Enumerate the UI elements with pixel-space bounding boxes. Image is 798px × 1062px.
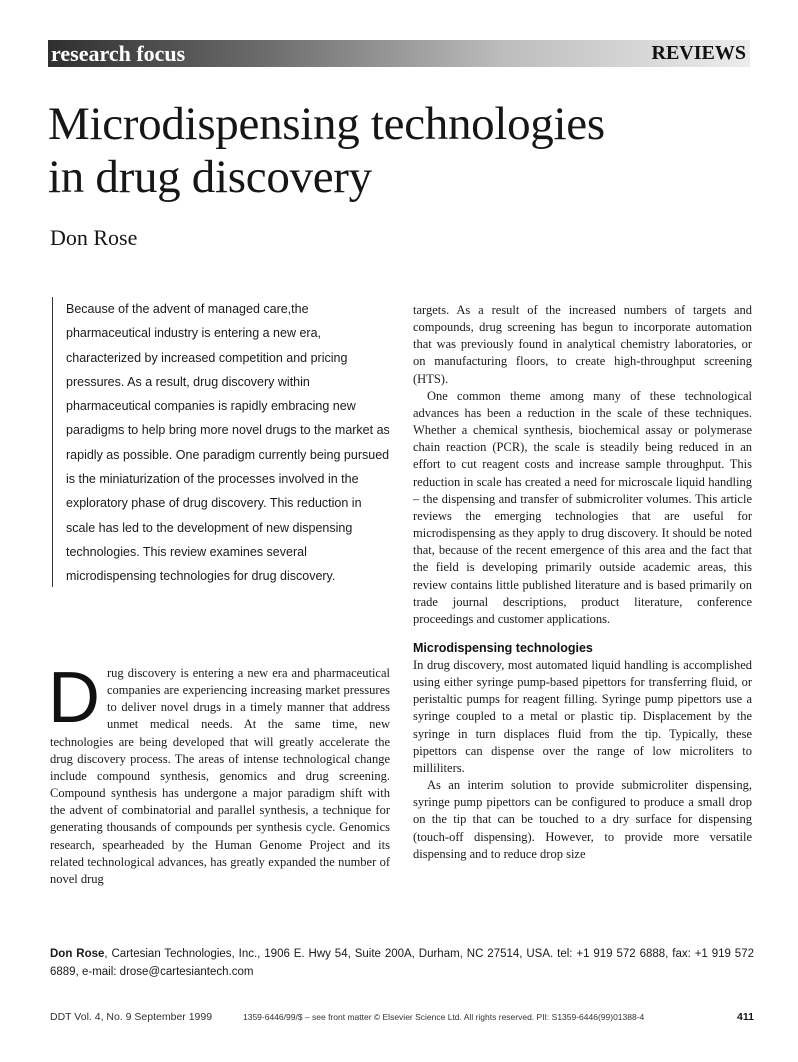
- affiliation-name: Don Rose: [50, 948, 105, 960]
- drop-cap: D: [48, 658, 100, 738]
- article-title-line1: Microdispensing technologies: [48, 98, 605, 150]
- body-paragraph: One common theme among many of these technological advances has been a reduction in the scale of these techniques. Whether a chemical synthesis, biochemical assay or polymerase chain reaction (PCR), the scale is steadily being reduced in an effort to cut reagent costs and increase sample throughput. This reduction in scale has created a need for microscale liquid handling – the dispensing and transfer of submicroliter volumes. This article reviews the emerging technologies that are useful for microdispensing as they apply to drug discovery. It should be noted that, because of the recent emergence of this area and the fact that the field is developing primarily outside academic areas, this review contains little published literature and is based primarily on trade journal descriptions, product literature, conference proceedings and customer applications.: [413, 388, 752, 626]
- article-title-line2: in drug discovery: [48, 151, 372, 203]
- section-banner: [48, 40, 750, 67]
- affiliation-details: , Cartesian Technologies, Inc., 1906 E. Hwy 54, Suite 200A, Durham, NC 27514, USA. tel: +1 919 572 6888, fax: +1 919 572 6889, e-mail: drose@cartesiantech.com: [50, 948, 754, 978]
- body-paragraph: In drug discovery, most automated liquid handling is accomplished using either syringe pump-based pipettors for transferring fluid, or peristaltic pumps for reagent filling. Syringe pump pipettors use a syringe coupled to a metal or plastic tip. Displacement by the syringe in turn displaces fluid from the tip. Typically, these pipettors can dispense over the range of low microliters to milliliters.: [413, 657, 752, 775]
- body-column-left: [48, 658, 390, 888]
- author-name: Don Rose: [50, 225, 138, 250]
- section-label: research focus: [51, 41, 186, 66]
- article-title: [48, 98, 768, 204]
- page-footer: [50, 1011, 754, 1027]
- article-type-label: REVIEWS: [651, 42, 746, 64]
- body-paragraph: As an interim solution to provide submicroliter dispensing, syringe pump pipettors can be configured to produce a small drop on the tip that can be touched to a dry surface for dispensing (touch-off dispensing). However, to provide more versatile dispensing and to reduce drop size: [413, 778, 752, 861]
- author-affiliation: [50, 945, 754, 981]
- abstract-text: Because of the advent of managed care,the pharmaceutical industry is entering a new era, characterized by increased competition and pricing pressures. As a result, drug discovery within pharmaceutical companies is rapidly embracing new paradigms to help bring more novel drugs to the market as rapidly as possible. One paradigm currently being pursued is the miniaturization of the processes involved in the exploratory phase of drug discovery. This reduction in scale has led to the development of new dispensing technologies. This review examines several microdispensing technologies for drug discovery.: [66, 302, 390, 584]
- copyright-notice: 1359-6446/99/$ – see front matter © Elsevier Science Ltd. All rights reserved. PII: S1359-6446(99)01388-4: [243, 1012, 645, 1022]
- page-number: 411: [737, 1011, 754, 1023]
- abstract-box: [52, 297, 393, 587]
- section-heading: Microdispensing technologies: [413, 640, 593, 655]
- intro-text: rug discovery is entering a new era and pharmaceutical companies are experiencing increasing market pressures to deliver novel drugs in a timely manner that address unmet medical needs. At the same time, new technologies are being developed that will greatly accelerate the drug discovery process. The areas of intense technological change include compound synthesis, genomics and drug screening. Compound synthesis has undergone a major paradigm shift with the advent of combinatorial and parallel synthesis, a technique for generating thousands of compounds per synthesis cycle. Genomics research, spearheaded by the Human Genome Project and its related technological advances, has greatly expanded the number of novel drug: [50, 666, 390, 886]
- body-column-right: [413, 302, 752, 863]
- journal-citation: DDT Vol. 4, No. 9 September 1999: [50, 1011, 213, 1023]
- body-paragraph: targets. As a result of the increased numbers of targets and compounds, drug screening has begun to incorporate automation that was previously found in analytical chemistry laboratories, or on manufacturing floors, to create high-throughput screening (HTS).: [413, 303, 752, 386]
- intro-paragraph: [48, 658, 390, 888]
